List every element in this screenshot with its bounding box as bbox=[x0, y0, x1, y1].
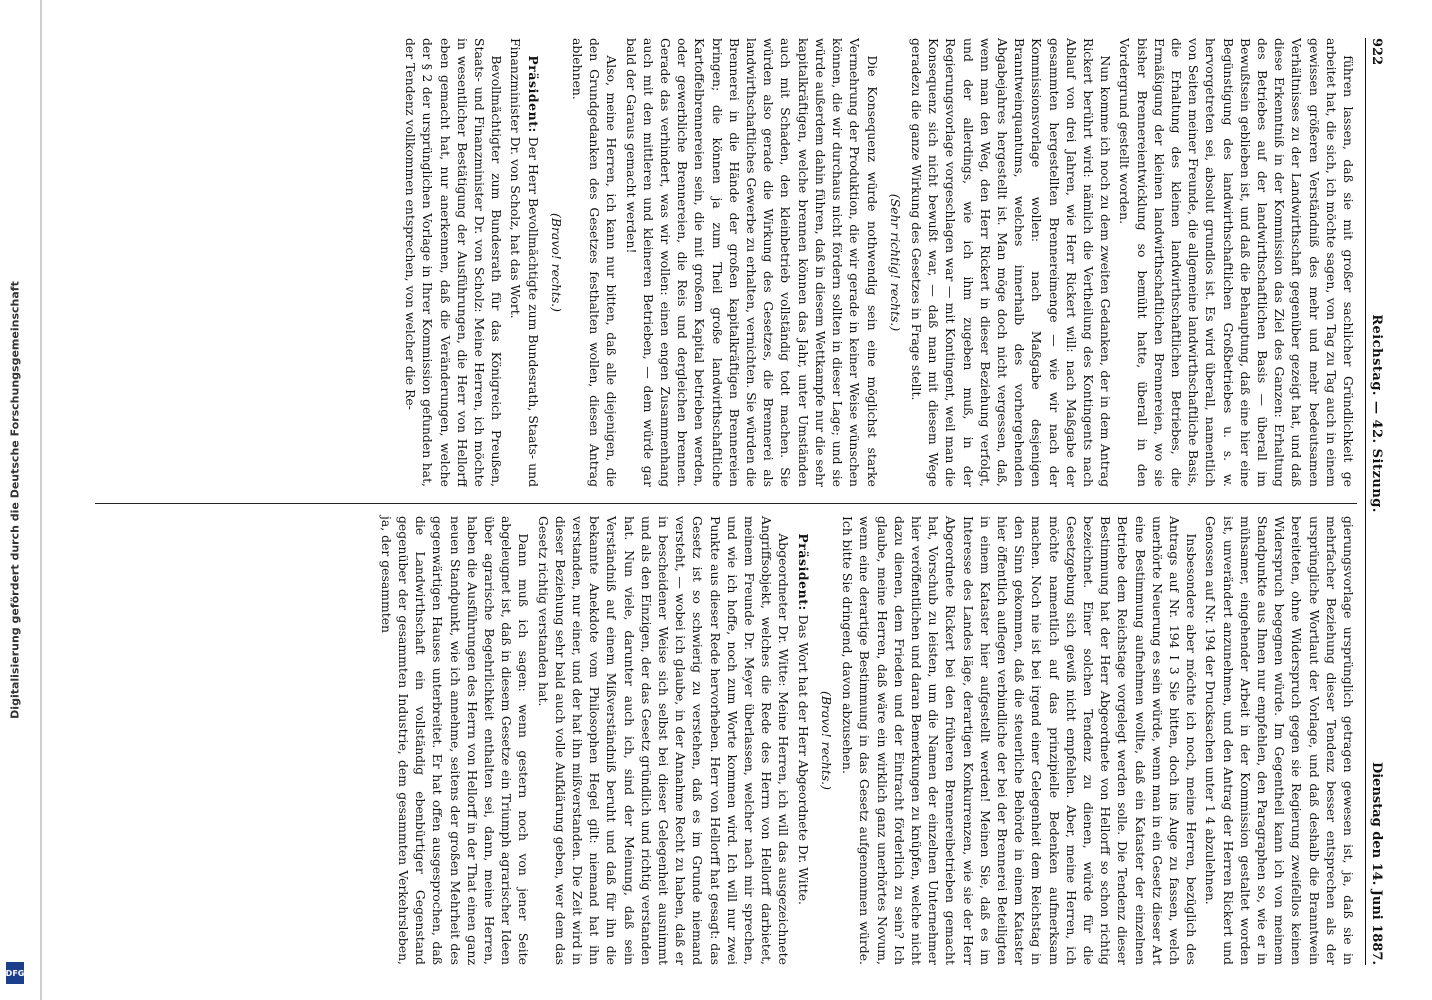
paragraph: Nun komme ich noch zu dem zweiten Gedanken, der in dem Antrag Rickert berührt wird: nämlich die Vertheilung des Kontingents nach Ablauf von drei Jahren, wie Herr Rickert will: nach Maßgabe der gesammten hergestellten Brennereimenge — wie wir nach der Kommissionsvorlage wollen: nach Maßgabe desjenigen Branntweinquantums, welches innerhalb des vorhergehenden Abgabejahres hergestellt ist. Man möge doch nicht vergessen, daß, wenn man den Weg, den Herr Rickert in dieser Beziehung verfolgt, und der allerdings, wie ich ihm zugeben muß, in der Regierungsvorlage vorgeschlagen war — mit Kontingent, weil man die Konsequenz sich nicht bewußt war, — daß man mit diesem Wege geradezu die ganze Wirkung des Gesetzes in Frage stellt. bbox=[908, 38, 1114, 487]
session-date: Dienstag den 14. Juni 1887. bbox=[1369, 761, 1384, 965]
stage-remark: (Sehr richtig! rechts.) bbox=[887, 193, 903, 332]
left-column bbox=[95, 38, 1357, 487]
stage-remark: (Bravo! rechts.) bbox=[548, 213, 564, 312]
paragraph: Dann muß ich sagen: wenn gestern noch von jener Seite abgeleugnet ist, daß in diesem Gesetze ein Triumph agrarischer Ideen über agrarische Begehrlichkeit enthalten sei, dann, meine Herren, haben die Ausführungen des Herrn von Hellorff in der That einen ganz neuen Standpunkt, wie ich annehme, seitens der großen Mehrheit des gegenwärtigen Hauses unterbreitet. Er hat offen ausgesprochen, daß die Landwirthschaft ein vollständig ebenbürtiger Gegenstand gegenüber der gesammten Industrie, dem gesammten Verkehrsleben, ja, der gesammten bbox=[378, 516, 532, 965]
paragraph: führen lassen, daß sie mit großer sachlicher Gründlichkeit ge arbeitet hat, die sich, ich möchte sagen, von Tag zu Tag auch in einem gewissen größeren Verständniß des mehr und mehr bedeutsamen Verhältnisses zu der Landwirthschaft gegenüber gezeigt hat, und daß diese Erkenntniß in der Kommission das Ziel des Ganzen: Erhaltung des Betriebes auf der landwirthschaftlichen Basis — überall im Bewußtsein geblieben ist, und daß die Behauptung, daß eine hier eine Begünstigung des landwirthschaftlichen Großbetriebes u. s. w. hervorgetreten sei, absolut grundlos ist. Es wird überall, namentlich von Seiten meiner Freunde, die allgemeine landwirthschaftliche Basis, die Erhaltung des kleinen landwirthschaftlichen Betriebes, die Ermäßigung der kleinen landwirthschaftlichen Brennereien, wo sie bisher Brennereientwicklung so bemüht hatte, überall in den Vordergrund gestellt worden. bbox=[1117, 38, 1356, 487]
paragraph bbox=[795, 516, 812, 965]
paragraph: Abgeordneter Dr. Witte: Meine Herren, ich will das ausgezeichnete Angriffsobjekt, welches die Rede des Herrn von Hellorff darbietet, meinem Freunde Dr. Meyer überlassen, welcher nach mir sprechen, und wie ich hoffe, noch zum Worte kommen wird. Ich will nur zwei Punkte aus dieser Rede hervorheben. Herr von Hellorff hat gesagt: das Gesetz ist so schwierig zu verstehen, daß es im Grunde niemand versteht, — wobei ich glaube, in der Annahme Recht zu haben, daß er in bescheidener Weise sich selbst bei dieser Gelegenheit ausnimmt und als den Einzigen, der das Gesetz gründlich und richtig verstanden hat. Nun viele, darunter auch ich, sind der Meinung, daß sein Verständniß auf einem Mißverständniß beruht und daß für ihn die bekannte Anekdote vom Philosophen Hegel gilt: niemand hat ihn verstanden, nur einer, und der hat ihn mißverstanden. Die Zeit wird in dieser Beziehung sehr bald auch volle Aufklärung geben, wer dem das Gesetz richtig verstanden hat. bbox=[535, 516, 792, 965]
scanned-page-area bbox=[82, 24, 1392, 979]
speech-text: Das Wort hat der Herr Abgeordnete Dr. Witte. bbox=[795, 610, 811, 905]
speaker-label: Präsident: bbox=[525, 55, 541, 133]
page-number: 922 bbox=[1369, 38, 1384, 66]
digitization-credit bbox=[0, 0, 30, 1000]
paragraph: gierungsvorlage ursprünglich getragen gewesen ist, ja, daß sie in mehrfacher Beziehung dieser Tendenz besser entsprechen als der ursprüngliche Wortlaut der Vorlage, und daß deshalb die Branntwein bereiteten, ohne Widerspruch gegen sie Regierung zweifellos keinen Widerspruch begegnen würde. Im Gegentheil kann ich von meinem Standpunkte aus Ihnen nur empfehlen, den Paragraphen so, wie er in mühsamer, eingehender Arbeit in der Kommission gestaltet worden ist, unverändert anzunehmen, und den Antrag der Herren Rickert und Genossen auf Nr. 194 der Drucksachen unter 1 4 abzulehnen. bbox=[1203, 516, 1356, 965]
paragraph: Bevollmächtigter zum Bundesrath für das Königreich Preußen, Staats- und Finanzminister Dr. von Scholz: Meine Herren, ich möchte in wesentlicher Bestätigung der Ausführungen, die Herr von Hellorff eben gemacht hat, nur anerkennen, daß die Veränderungen, welche der § 2 der ursprünglichen Vorlage in Ihrer Kommission gefunden hat, der Tendenz vollkommen entsprechen, von welcher die Re- bbox=[403, 38, 505, 487]
credit-text: Digitalisierung gefördert durch die Deutsche Forschungsgemeinschaft bbox=[8, 281, 22, 719]
running-head bbox=[1365, 38, 1384, 965]
scan-edge-line bbox=[40, 0, 42, 1000]
paragraph: Insbesondere aber möchte ich noch, meine Herren, bezüglich des Antrags auf Nr. 194 I 3 Sie bitten, doch ins Auge zu fassen, welch unerhörte Neuerung es sein würde, wenn man in ein Gesetz dieser Art eine Bestimmung aufnehmen wollte, daß ein Kataster der einzelnen Betriebe dem Reichstage vorgelegt werden solle. Die Tendenz dieser Bestimmung hat der Herr Abgeordnete von Hellorff so schon richtig bezeichnet. Einer solchen Tendenz zu dienen, würde für die Gesetzgebung sich gewiß nicht empfehlen. Aber, meine Herren, ich möchte namentlich auf das prinzipielle Bedenken aufmerksam machen. Noch nie ist bei irgend einer Gelegenheit dem Reichstag in den Sinn gekommen, daß die steuerliche Behörde in einem Kataster hier öffentlich auflegen verbindliche der bei der Brennerei Beteiligten in einem Kataster hier aufgestellt werden! Meinen Sie, daß es im Interesse des Landes läge, derartigen Konkurrenzen, wie sie der Herr Abgeordnete Rickert bei den früheren Brennereibetrieben gemacht hat, Vorschub zu leisten, um die Namen der einzelnen Unternehmer hier veröffentlichen und daran Bemerkungen zu knüpfen, welche nicht dazu dienen, dem Frieden und der Eintracht förderlich zu sein? Ich glaube, meine Herren, daß wäre ein wirklich ganz unerhörtes Novum, wenn eine derartige Bestimmung in das Gesetz aufgenommen würde. Ich bitte Sie dringend, davon abzusehen. bbox=[840, 516, 1200, 965]
text-columns bbox=[95, 38, 1357, 965]
page-title: Reichstag. — 42. Sitzung. bbox=[1369, 314, 1384, 513]
stage-remark: (Bravo! rechts.) bbox=[818, 691, 834, 790]
paragraph: Die Konsequenz würde nothwendig sein eine möglichst starke Vermehrung der Produktion, die wir gerade in keiner Weise wünschen können, die wir durchaus nicht fördern sollten in dieser Lage; und sie würde außerdem dahin führen, daß in diesem Wettkampfe nur die sehr kapitalkräftigen, welche brennen können das Jahr, unter Umständen auch mit Schaden, den kleinbetrieb vollständig todt machen. Sie würden also gerade die Wirkung des Gesetzes, die Brennerei als landwirthschaftliches Gewerbe zu erhalten, vernichten. Sie würden die Brennerei in die Hände der großen kapitalkräftigen Brennereien bringen; die können ja zum Theil große landwirthschaftliche Kartoffelbrennereien sein, die mit großem Kapital betrieben werden, oder gewerbliche Brennereien, die Reis und dergleichen brennen. Gerade das verhindert, was wir wollen: einen engen Zusammenhang auch mit den mittleren und kleineren Betrieben, — dem würde gar bald der Garaus gemacht werden! bbox=[623, 38, 880, 487]
speaker-label: Präsident: bbox=[795, 533, 811, 611]
printed-page bbox=[82, 24, 1392, 979]
speech-text: Der Herr Bevollmächtigte zum Bundesrath, Staats- und Finanzminister Dr. von Scholz, hat das Wort. bbox=[508, 38, 541, 487]
paragraph: Also, meine Herren, ich kann nur bitten, daß alle diejenigen, die den Grundgedanken des Gesetzes festhalten wollen, diesen Antrag ablehnen. bbox=[570, 38, 620, 487]
paragraph bbox=[507, 38, 541, 487]
right-column bbox=[95, 503, 1357, 965]
dfg-logo-icon: DFG bbox=[6, 962, 24, 984]
